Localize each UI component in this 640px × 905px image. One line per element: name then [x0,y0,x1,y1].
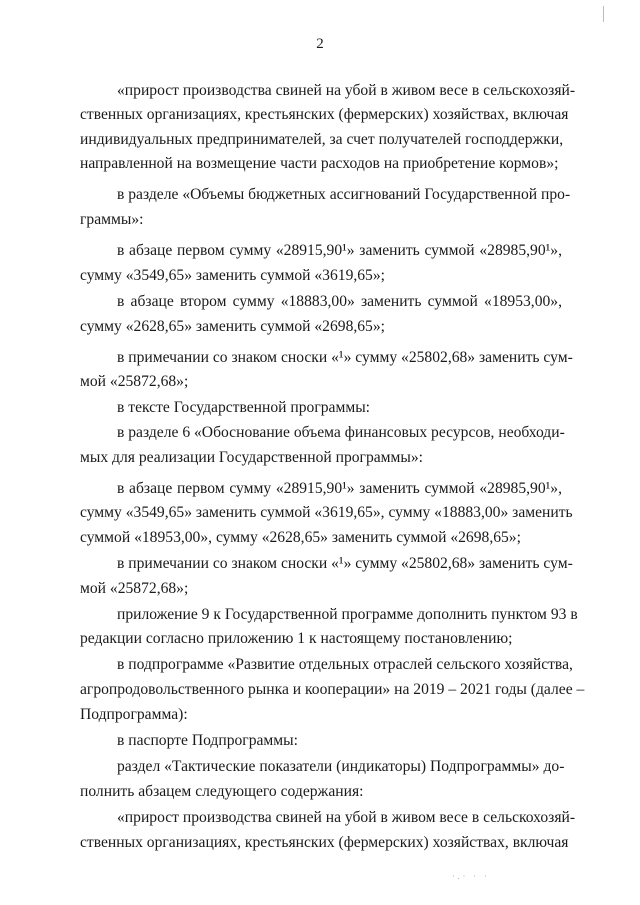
text-line: раздел «Тактические показатели (индикаторы) Подпрограммы» до- [117,758,565,775]
text-line: мых для реализации Государственной программы»: [80,449,424,466]
text-line: «прирост производства свиней на убой в живом весе в сельскохозяй- [117,82,576,99]
text-line: «прирост производства свиней на убой в живом весе в сельскохозяй- [117,809,576,826]
text-line: в абзаце первом сумму «28915,90¹» заменить суммой «28985,90¹», [117,480,562,497]
text-line: мой «25872,68»; [80,580,189,597]
text-line: в тексте Государственной программы: [117,399,371,416]
text-line: в примечании со знаком сноски «¹» сумму «25802,68» заменить сум- [117,555,573,572]
text-line: направленной на возмещение части расходов на приобретение кормов»; [80,155,559,172]
text-line: в паспорте Подпрограммы: [117,732,298,749]
text-line: мой «25872,68»; [80,373,189,390]
text-line: в абзаце втором сумму «18883,00» заменить суммой «18953,00», [117,293,562,310]
page-number: 2 [316,36,324,52]
text-line: в примечании со знаком сноски «¹» сумму «25802,68» заменить сум- [117,349,573,366]
text-line: агропродовольственного рынка и кооперации» на 2019 – 2021 годы (далее – [80,681,585,698]
text-line: сумму «2628,65» заменить суммой «2698,65»; [80,318,385,335]
text-line: индивидуальных предпринимателей, за счет получателей господдержки, [80,131,564,148]
scan-specks: ·.· · · [452,872,490,881]
text-line: Подпрограмма): [80,706,188,723]
text-line: сумму «3549,65» заменить суммой «3619,65», сумму «18883,00» заменить [80,504,573,521]
text-line: ственных организациях, крестьянских (фермерских) хозяйствах, включая [80,106,569,123]
text-line: полнить абзацем следующего содержания: [80,783,364,800]
text-line: редакции согласно приложению 1 к настоящему постановлению; [80,630,513,647]
text-line: граммы»: [80,211,144,228]
text-line: суммой «18953,00», сумму «2628,65» заменить суммой «2698,65»; [80,529,521,546]
text-line: ственных организациях, крестьянских (фермерских) хозяйствах, включая [80,834,569,851]
text-line: в абзаце первом сумму «28915,90¹» заменить суммой «28985,90¹», [117,242,562,259]
text-line: приложение 9 к Государственной программе дополнить пунктом 93 в [117,606,578,623]
text-line: в разделе «Объемы бюджетных ассигнований Государственной про- [117,186,571,203]
text-line: сумму «3549,65» заменить суммой «3619,65»; [80,267,385,284]
text-line: в подпрограмме «Развитие отдельных отраслей сельского хозяйства, [117,656,573,673]
text-line: в разделе 6 «Обоснование объема финансовых ресурсов, необходи- [117,424,565,441]
